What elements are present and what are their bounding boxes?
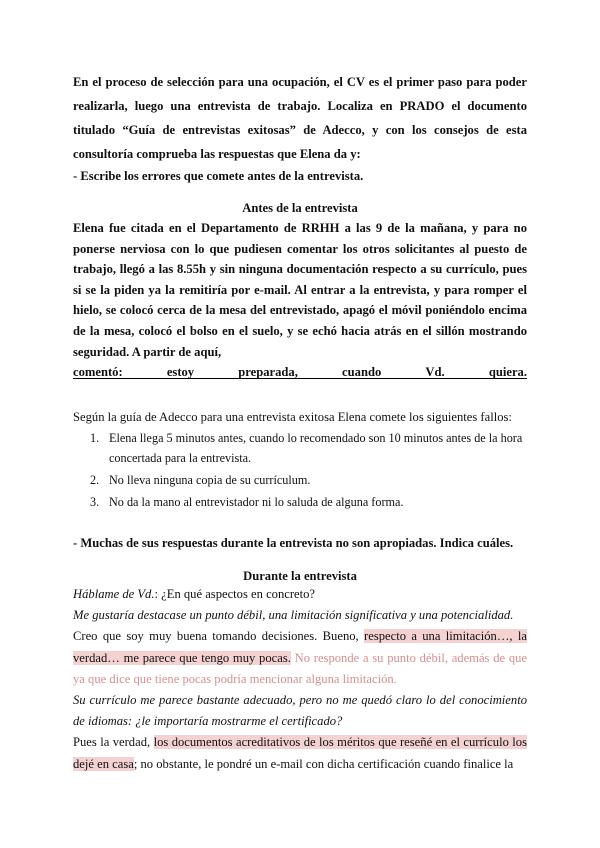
question-answers-during: - Muchas de sus respuestas durante la entrevista no son apropiadas. Indica cuáles. (73, 536, 514, 550)
list-number: 1. (90, 431, 100, 445)
findings-list (73, 428, 527, 514)
list-item (73, 470, 527, 490)
interviewer-question: Me gustaría destacase un punto débil, una limitación significativa y una potencialidad. (73, 608, 514, 623)
story-paragraph (73, 218, 527, 383)
intro-paragraph: En el proceso de selección para una ocupación, el CV es el primer paso para poder realizarla, luego una entrevista de trabajo. Localiza en PRADO el documento titulado “Guía de entrevistas exitosas” de Adecco, y con los consejos de esta consultoría comprueba las respuestas que Elena da y: (73, 75, 527, 161)
list-item (73, 428, 527, 468)
story-word: preparada, (238, 365, 298, 380)
list-text: No lleva ninguna copia de su currículum. (109, 473, 311, 487)
candidate-answer-block (73, 626, 527, 690)
story-word: Vd. (425, 365, 445, 380)
correction-comment: No responde a su punto débil, además de que ya que dice que tiene pocas podría mencionar alguna limitación. (73, 650, 528, 686)
list-number: 3. (90, 495, 100, 509)
story-word: quiera. (488, 365, 527, 380)
question-errors-before: - Escribe los errores que comete antes de la entrevista. (73, 169, 364, 183)
interview-transcript (73, 584, 527, 775)
story-word: comentó: (73, 365, 123, 380)
story-word: cuando (342, 365, 382, 380)
candidate-answer-block (73, 732, 527, 774)
story-word: estoy (166, 365, 195, 380)
highlighted-answer: los documentos acreditativos de los méritos que reseñé en el currículo los dejé en casa (73, 735, 527, 771)
heading-during-interview: Durante la entrevista (243, 569, 357, 583)
interview-line-1 (73, 584, 527, 605)
list-number: 2. (90, 473, 100, 487)
interviewer-question: Su currículo me parece bastante adecuado, pero no me quedó claro lo del conocimiento de idiomas: ¿le importaría mostrarme el certificado? (73, 693, 527, 729)
candidate-answer: ¿En qué aspectos en concreto? (161, 587, 316, 601)
heading-before-interview: Antes de la entrevista (242, 201, 358, 215)
list-text: No da la mano al entrevistador ni lo saluda de alguna forma. (109, 495, 404, 509)
list-text: Elena llega 5 minutos antes, cuando lo recomendado son 10 minutos antes de la hora concertada para la entrevista. (109, 431, 523, 465)
highlighted-answer: respecto a una limitación…, la verdad… me parece que tengo muy pocas. (73, 629, 528, 665)
findings-intro: Según la guía de Adecco para una entrevista exitosa Elena comete los siguientes fallos: (73, 410, 512, 424)
candidate-answer: ; no obstante, le pondré un e-mail con dicha certificación cuando finalice la (133, 756, 514, 771)
story-body: Elena fue citada en el Departamento de RRHH a las 9 de la mañana, y para no ponerse nerviosa con lo que pudiesen comentar los otros solicitantes al puesto de trabajo, llegó a las 8.55h y sin ninguna documentación respecto a su currículo, pues si se la piden ya la remitiría por e-mail. Al entrar a la entrevista, y para romper el hielo, se colocó cerca de la mesa del entrevistado, apagó el móvil poniéndolo encima de la mesa, colocó el bolso en el suelo, y se echó hacia atrás en el sillón mostrando seguridad. A partir de aquí, (73, 221, 527, 359)
colon: : (154, 587, 162, 601)
candidate-answer: Pues la verdad, (73, 735, 154, 750)
list-item (73, 492, 527, 512)
horizontal-rule (73, 378, 527, 379)
interviewer-prompt: Háblame de Vd. (73, 587, 155, 601)
story-last-line (73, 362, 527, 383)
candidate-answer: Creo que soy muy buena tomando decisiones. Bueno, (73, 629, 365, 644)
